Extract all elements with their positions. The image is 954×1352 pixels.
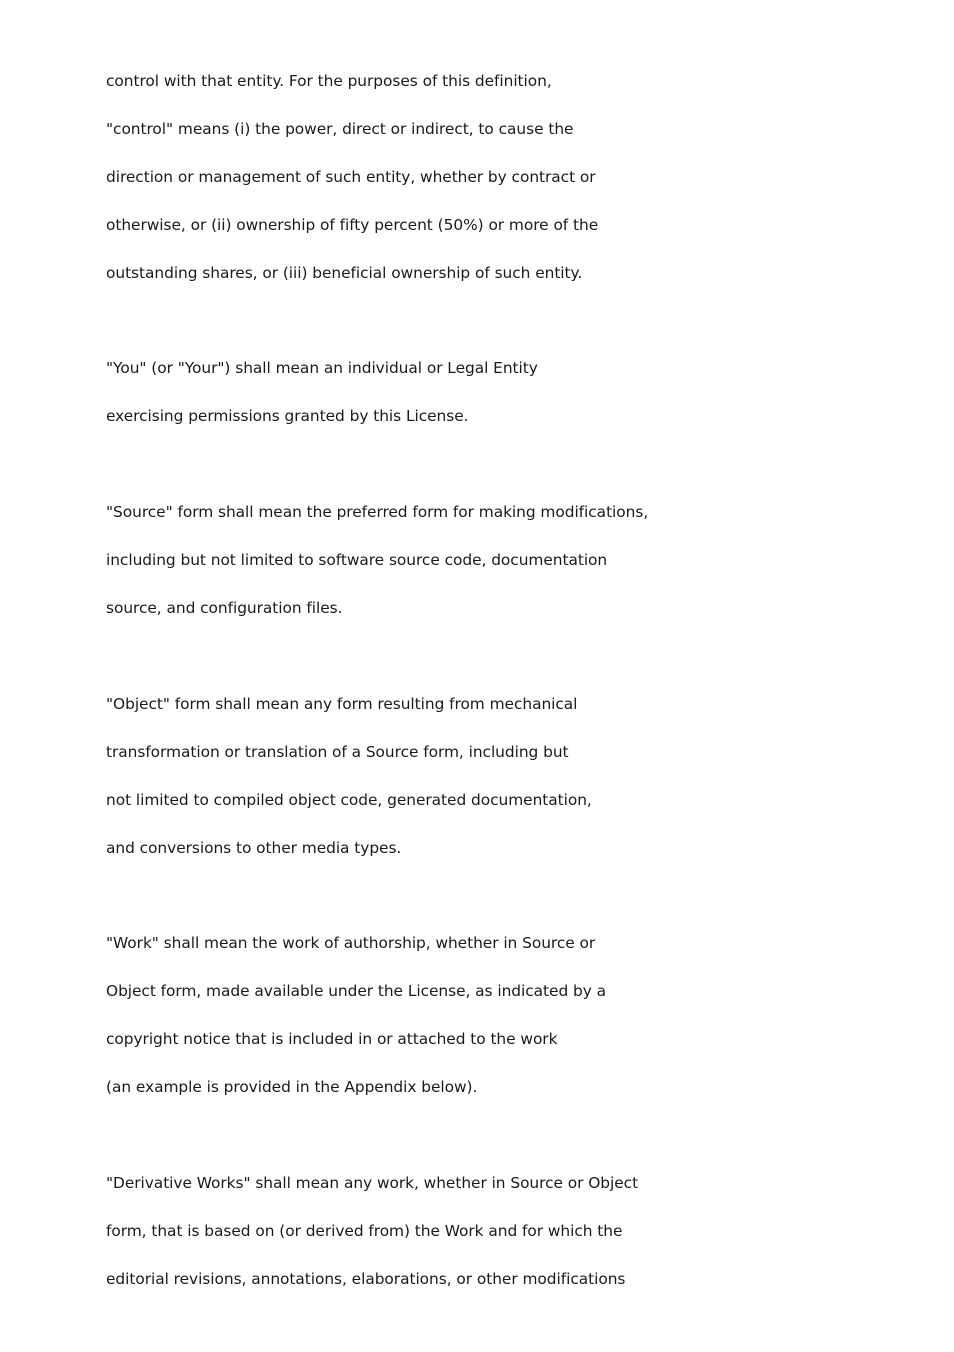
text-line: and conversions to other media types.: [106, 838, 402, 857]
document-page: [106, 58, 866, 1352]
text-line: control with that entity. For the purposes of this definition,: [106, 72, 552, 90]
paragraph-source-definition: [106, 489, 866, 633]
paragraph-control-definition: [106, 58, 866, 297]
text-line: (an example is provided in the Appendix below).: [106, 1078, 478, 1097]
text-line: copyright notice that is included in or attached to the work: [106, 1030, 558, 1049]
text-line: editorial revisions, annotations, elaborations, or other modifications: [106, 1269, 626, 1288]
text-line: "Object" form shall mean any form resulting from mechanical: [106, 694, 578, 713]
text-line: transformation or translation of a Source form, including but: [106, 742, 569, 761]
text-line: "You" (or "Your") shall mean an individual or Legal Entity: [106, 359, 538, 378]
text-line: "control" means (i) the power, direct or indirect, to cause the: [106, 119, 574, 138]
text-line: exercising permissions granted by this License.: [106, 407, 469, 426]
text-line: not limited to compiled object code, generated documentation,: [106, 790, 592, 809]
text-line: "Work" shall mean the work of authorship, whether in Source or: [106, 934, 596, 953]
text-line: "Derivative Works" shall mean any work, whether in Source or Object: [106, 1174, 639, 1193]
text-line: direction or management of such entity, whether by contract or: [106, 167, 596, 186]
text-line: otherwise, or (ii) ownership of fifty percent (50%) or more of the: [106, 215, 599, 234]
text-line: form, that is based on (or derived from) the Work and for which the: [106, 1221, 623, 1240]
paragraph-you-definition: [106, 345, 866, 441]
text-line: outstanding shares, or (iii) beneficial ownership of such entity.: [106, 263, 583, 282]
paragraph-object-definition: [106, 681, 866, 873]
paragraph-derivative-works-definition: [106, 1160, 866, 1304]
text-line: including but not limited to software source code, documentation: [106, 551, 608, 570]
paragraph-work-definition: [106, 920, 866, 1112]
text-line: source, and configuration files.: [106, 599, 343, 618]
text-line: "Source" form shall mean the preferred form for making modifications,: [106, 503, 649, 522]
text-line: Object form, made available under the License, as indicated by a: [106, 982, 607, 1001]
